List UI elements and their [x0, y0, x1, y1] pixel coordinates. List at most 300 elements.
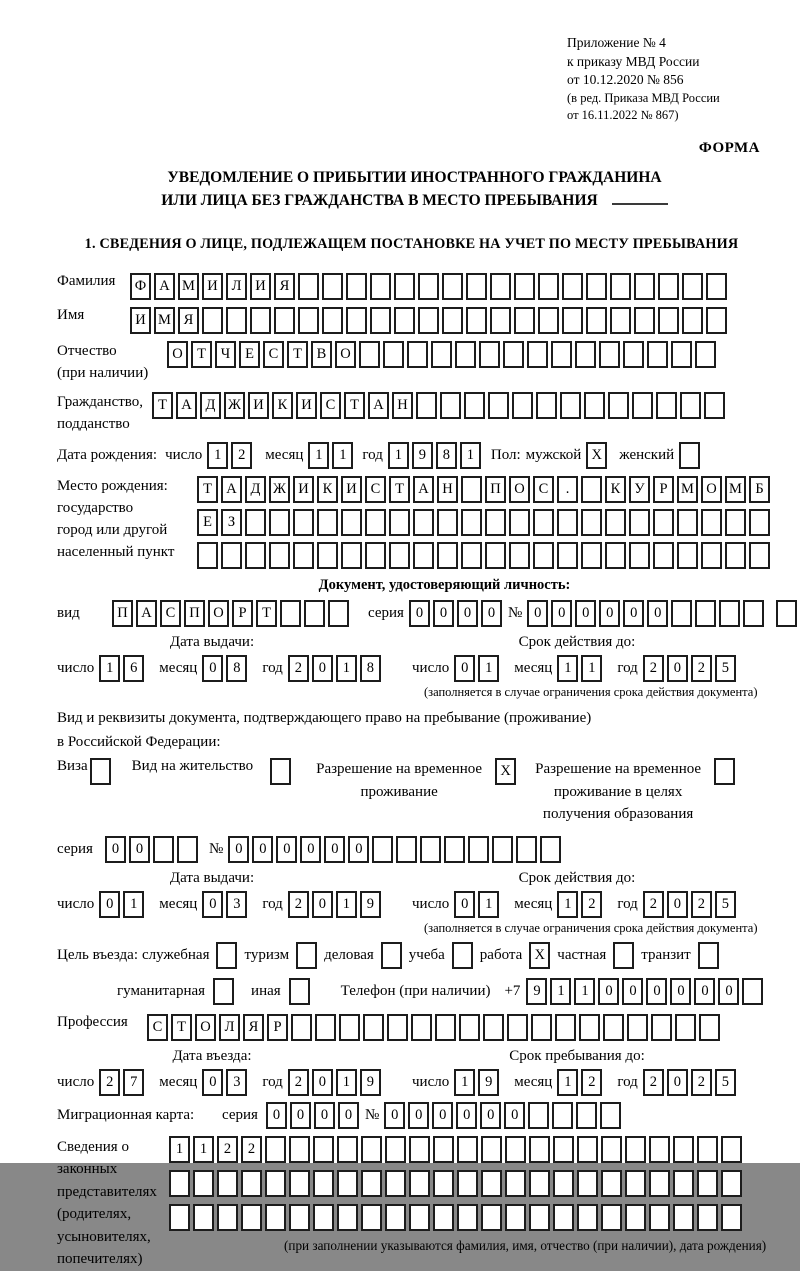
char-box[interactable]: [418, 273, 439, 300]
char-box[interactable]: [697, 1170, 718, 1197]
char-box[interactable]: [464, 392, 485, 419]
char-box[interactable]: 1: [581, 655, 602, 682]
char-box[interactable]: 1: [478, 655, 499, 682]
char-box[interactable]: [673, 1170, 694, 1197]
char-box[interactable]: [250, 307, 271, 334]
char-box[interactable]: 0: [432, 1102, 453, 1129]
char-box[interactable]: А: [368, 392, 389, 419]
char-box[interactable]: [533, 509, 554, 536]
temp-residence-checkbox[interactable]: [495, 758, 519, 785]
char-box[interactable]: [512, 392, 533, 419]
char-box[interactable]: [389, 542, 410, 569]
char-box[interactable]: Ж: [269, 476, 290, 503]
char-box[interactable]: [416, 392, 437, 419]
char-box[interactable]: [551, 341, 572, 368]
char-box[interactable]: [634, 273, 655, 300]
char-box[interactable]: [409, 1204, 430, 1231]
passport-issue-month[interactable]: [202, 655, 250, 682]
patronymic-boxes[interactable]: [167, 341, 719, 368]
char-box[interactable]: [677, 509, 698, 536]
char-box[interactable]: 0: [646, 978, 667, 1005]
char-box[interactable]: [468, 836, 489, 863]
char-box[interactable]: [647, 341, 668, 368]
char-box[interactable]: 0: [623, 600, 644, 627]
char-box[interactable]: [365, 542, 386, 569]
char-box[interactable]: [555, 1014, 576, 1041]
char-box[interactable]: 2: [581, 891, 602, 918]
char-box[interactable]: [634, 307, 655, 334]
legal-line2[interactable]: [169, 1170, 766, 1197]
char-box[interactable]: [442, 307, 463, 334]
char-box[interactable]: [485, 509, 506, 536]
char-box[interactable]: Я: [274, 273, 295, 300]
char-box[interactable]: [341, 509, 362, 536]
char-box[interactable]: [431, 341, 452, 368]
char-box[interactable]: [466, 307, 487, 334]
char-box[interactable]: [721, 1170, 742, 1197]
char-box[interactable]: [217, 1170, 238, 1197]
char-box[interactable]: 2: [691, 655, 712, 682]
char-box[interactable]: 0: [504, 1102, 525, 1129]
char-box[interactable]: [625, 1136, 646, 1163]
char-box[interactable]: [381, 942, 402, 969]
char-box[interactable]: [575, 341, 596, 368]
char-box[interactable]: [193, 1170, 214, 1197]
char-box[interactable]: 0: [527, 600, 548, 627]
char-box[interactable]: [413, 509, 434, 536]
char-box[interactable]: [444, 836, 465, 863]
char-box[interactable]: [577, 1204, 598, 1231]
char-box[interactable]: [490, 273, 511, 300]
char-box[interactable]: [562, 273, 583, 300]
char-box[interactable]: Т: [152, 392, 173, 419]
char-box[interactable]: 0: [312, 1069, 333, 1096]
char-box[interactable]: [226, 307, 247, 334]
char-box[interactable]: [298, 273, 319, 300]
char-box[interactable]: 1: [454, 1069, 475, 1096]
char-box[interactable]: 7: [123, 1069, 144, 1096]
char-box[interactable]: 1: [557, 1069, 578, 1096]
char-box[interactable]: [153, 836, 174, 863]
char-box[interactable]: [313, 1136, 334, 1163]
char-box[interactable]: 1: [169, 1136, 190, 1163]
char-box[interactable]: [485, 542, 506, 569]
char-box[interactable]: П: [184, 600, 205, 627]
stay-month[interactable]: [557, 1069, 605, 1096]
char-box[interactable]: [394, 273, 415, 300]
char-box[interactable]: [370, 307, 391, 334]
char-box[interactable]: [627, 1014, 648, 1041]
char-box[interactable]: 1: [336, 655, 357, 682]
char-box[interactable]: 6: [123, 655, 144, 682]
char-box[interactable]: [749, 542, 770, 569]
char-box[interactable]: [671, 600, 692, 627]
passport-expiry-day[interactable]: [454, 655, 502, 682]
char-box[interactable]: 0: [266, 1102, 287, 1129]
char-box[interactable]: Л: [219, 1014, 240, 1041]
char-box[interactable]: [658, 273, 679, 300]
char-box[interactable]: [671, 341, 692, 368]
char-box[interactable]: [437, 542, 458, 569]
char-box[interactable]: [538, 273, 559, 300]
char-box[interactable]: [492, 836, 513, 863]
char-box[interactable]: [433, 1136, 454, 1163]
birthplace-line2[interactable]: [197, 509, 773, 536]
char-box[interactable]: [385, 1204, 406, 1231]
official-checkbox[interactable]: [216, 942, 240, 969]
char-box[interactable]: О: [167, 341, 188, 368]
char-box[interactable]: [682, 307, 703, 334]
char-box[interactable]: 5: [715, 1069, 736, 1096]
char-box[interactable]: 1: [336, 1069, 357, 1096]
char-box[interactable]: [682, 273, 703, 300]
char-box[interactable]: [90, 758, 111, 785]
char-box[interactable]: [245, 542, 266, 569]
char-box[interactable]: 2: [581, 1069, 602, 1096]
char-box[interactable]: 0: [551, 600, 572, 627]
char-box[interactable]: [337, 1170, 358, 1197]
entry-year[interactable]: [288, 1069, 384, 1096]
permit-expiry-day[interactable]: [454, 891, 502, 918]
char-box[interactable]: [603, 1014, 624, 1041]
char-box[interactable]: [270, 758, 291, 785]
char-box[interactable]: [553, 1204, 574, 1231]
char-box[interactable]: 1: [123, 891, 144, 918]
char-box[interactable]: [538, 307, 559, 334]
char-box[interactable]: 9: [526, 978, 547, 1005]
char-box[interactable]: 1: [207, 442, 228, 469]
char-box[interactable]: [337, 1136, 358, 1163]
char-box[interactable]: 0: [202, 891, 223, 918]
char-box[interactable]: .: [557, 476, 578, 503]
char-box[interactable]: [365, 509, 386, 536]
char-box[interactable]: 1: [193, 1136, 214, 1163]
char-box[interactable]: [581, 542, 602, 569]
char-box[interactable]: 2: [643, 891, 664, 918]
char-box[interactable]: Д: [245, 476, 266, 503]
char-box[interactable]: О: [701, 476, 722, 503]
char-box[interactable]: Б: [749, 476, 770, 503]
humanitarian-checkbox[interactable]: [213, 978, 237, 1005]
char-box[interactable]: 0: [252, 836, 273, 863]
legal-line1[interactable]: [169, 1136, 766, 1163]
sex-female-checkbox[interactable]: [679, 442, 703, 469]
tourism-checkbox[interactable]: [296, 942, 320, 969]
char-box[interactable]: К: [317, 476, 338, 503]
char-box[interactable]: Т: [344, 392, 365, 419]
doc-series-boxes[interactable]: [409, 600, 505, 627]
char-box[interactable]: [459, 1014, 480, 1041]
char-box[interactable]: 0: [290, 1102, 311, 1129]
char-box[interactable]: Д: [200, 392, 221, 419]
char-box[interactable]: 8: [436, 442, 457, 469]
char-box[interactable]: А: [221, 476, 242, 503]
char-box[interactable]: Р: [232, 600, 253, 627]
passport-expiry-month[interactable]: [557, 655, 605, 682]
char-box[interactable]: 0: [457, 600, 478, 627]
char-box[interactable]: 2: [691, 891, 712, 918]
char-box[interactable]: 0: [667, 655, 688, 682]
char-box[interactable]: [455, 341, 476, 368]
char-box[interactable]: 0: [598, 978, 619, 1005]
residence-permit-checkbox[interactable]: [270, 758, 294, 785]
char-box[interactable]: 3: [226, 1069, 247, 1096]
char-box[interactable]: [680, 392, 701, 419]
char-box[interactable]: [322, 273, 343, 300]
char-box[interactable]: [675, 1014, 696, 1041]
char-box[interactable]: [407, 341, 428, 368]
char-box[interactable]: [433, 1204, 454, 1231]
char-box[interactable]: [577, 1136, 598, 1163]
char-box[interactable]: И: [248, 392, 269, 419]
char-box[interactable]: [241, 1204, 262, 1231]
char-box[interactable]: [505, 1170, 526, 1197]
char-box[interactable]: [599, 341, 620, 368]
char-box[interactable]: Ж: [224, 392, 245, 419]
char-box[interactable]: [169, 1204, 190, 1231]
doc-number-boxes[interactable]: [527, 600, 800, 627]
char-box[interactable]: [346, 273, 367, 300]
char-box[interactable]: [339, 1014, 360, 1041]
char-box[interactable]: [576, 1102, 597, 1129]
permit-number-boxes[interactable]: [228, 836, 564, 863]
char-box[interactable]: [341, 542, 362, 569]
char-box[interactable]: [296, 942, 317, 969]
char-box[interactable]: А: [413, 476, 434, 503]
char-box[interactable]: [601, 1204, 622, 1231]
birth-year-boxes[interactable]: [388, 442, 484, 469]
char-box[interactable]: [387, 1014, 408, 1041]
char-box[interactable]: 1: [557, 655, 578, 682]
char-box[interactable]: 0: [454, 891, 475, 918]
char-box[interactable]: [503, 341, 524, 368]
char-box[interactable]: [677, 542, 698, 569]
business-checkbox[interactable]: [381, 942, 405, 969]
char-box[interactable]: 2: [643, 1069, 664, 1096]
char-box[interactable]: 0: [202, 1069, 223, 1096]
char-box[interactable]: [560, 392, 581, 419]
char-box[interactable]: [304, 600, 325, 627]
char-box[interactable]: [317, 542, 338, 569]
passport-issue-day[interactable]: [99, 655, 147, 682]
char-box[interactable]: А: [176, 392, 197, 419]
char-box[interactable]: [531, 1014, 552, 1041]
char-box[interactable]: А: [154, 273, 175, 300]
char-box[interactable]: И: [250, 273, 271, 300]
char-box[interactable]: [749, 509, 770, 536]
phone-boxes[interactable]: [526, 978, 766, 1005]
char-box[interactable]: И: [341, 476, 362, 503]
temp-residence-education-checkbox[interactable]: [714, 758, 738, 785]
char-box[interactable]: 1: [478, 891, 499, 918]
permit-issue-year[interactable]: [288, 891, 384, 918]
char-box[interactable]: [385, 1170, 406, 1197]
char-box[interactable]: [529, 1136, 550, 1163]
char-box[interactable]: 0: [105, 836, 126, 863]
char-box[interactable]: [649, 1170, 670, 1197]
char-box[interactable]: Л: [226, 273, 247, 300]
char-box[interactable]: 0: [575, 600, 596, 627]
char-box[interactable]: 1: [550, 978, 571, 1005]
char-box[interactable]: [269, 509, 290, 536]
char-box[interactable]: [409, 1170, 430, 1197]
char-box[interactable]: 0: [408, 1102, 429, 1129]
char-box[interactable]: [514, 307, 535, 334]
char-box[interactable]: Т: [171, 1014, 192, 1041]
passport-expiry-year[interactable]: [643, 655, 739, 682]
char-box[interactable]: [721, 1136, 742, 1163]
char-box[interactable]: [649, 1136, 670, 1163]
char-box[interactable]: [289, 1204, 310, 1231]
char-box[interactable]: [601, 1170, 622, 1197]
profession-boxes[interactable]: [147, 1014, 723, 1041]
char-box[interactable]: [697, 1204, 718, 1231]
char-box[interactable]: [721, 1204, 742, 1231]
char-box[interactable]: [396, 836, 417, 863]
transit-checkbox[interactable]: [698, 942, 722, 969]
char-box[interactable]: [490, 307, 511, 334]
char-box[interactable]: 1: [332, 442, 353, 469]
char-box[interactable]: [514, 273, 535, 300]
char-box[interactable]: Я: [243, 1014, 264, 1041]
char-box[interactable]: [488, 392, 509, 419]
char-box[interactable]: [581, 476, 602, 503]
char-box[interactable]: М: [178, 273, 199, 300]
char-box[interactable]: [479, 341, 500, 368]
study-checkbox[interactable]: [452, 942, 476, 969]
char-box[interactable]: [420, 836, 441, 863]
char-box[interactable]: 0: [667, 891, 688, 918]
char-box[interactable]: [656, 392, 677, 419]
char-box[interactable]: П: [112, 600, 133, 627]
char-box[interactable]: М: [725, 476, 746, 503]
char-box[interactable]: [586, 273, 607, 300]
char-box[interactable]: [197, 542, 218, 569]
char-box[interactable]: 0: [300, 836, 321, 863]
char-box[interactable]: [315, 1014, 336, 1041]
char-box[interactable]: И: [293, 476, 314, 503]
char-box[interactable]: [291, 1014, 312, 1041]
char-box[interactable]: [625, 1170, 646, 1197]
char-box[interactable]: [725, 509, 746, 536]
char-box[interactable]: Р: [267, 1014, 288, 1041]
char-box[interactable]: [698, 942, 719, 969]
char-box[interactable]: Я: [178, 307, 199, 334]
char-box[interactable]: [629, 542, 650, 569]
char-box[interactable]: 1: [460, 442, 481, 469]
char-box[interactable]: [457, 1136, 478, 1163]
char-box[interactable]: [697, 1136, 718, 1163]
char-box[interactable]: 0: [276, 836, 297, 863]
private-checkbox[interactable]: [613, 942, 637, 969]
char-box[interactable]: [274, 307, 295, 334]
char-box[interactable]: [553, 1136, 574, 1163]
char-box[interactable]: [221, 542, 242, 569]
char-box[interactable]: [481, 1204, 502, 1231]
char-box[interactable]: О: [335, 341, 356, 368]
permit-expiry-month[interactable]: [557, 891, 605, 918]
char-box[interactable]: Е: [239, 341, 260, 368]
char-box[interactable]: 0: [312, 655, 333, 682]
char-box[interactable]: [528, 1102, 549, 1129]
char-box[interactable]: А: [136, 600, 157, 627]
char-box[interactable]: [701, 509, 722, 536]
char-box[interactable]: [601, 1136, 622, 1163]
doc-type-boxes[interactable]: [112, 600, 352, 627]
char-box[interactable]: [265, 1204, 286, 1231]
char-box[interactable]: [466, 273, 487, 300]
char-box[interactable]: 2: [288, 655, 309, 682]
char-box[interactable]: О: [509, 476, 530, 503]
char-box[interactable]: 9: [360, 1069, 381, 1096]
permit-issue-month[interactable]: [202, 891, 250, 918]
char-box[interactable]: [610, 307, 631, 334]
char-box[interactable]: [265, 1170, 286, 1197]
char-box[interactable]: 0: [694, 978, 715, 1005]
visa-checkbox[interactable]: [90, 758, 114, 785]
char-box[interactable]: [461, 542, 482, 569]
char-box[interactable]: [363, 1014, 384, 1041]
char-box[interactable]: [442, 273, 463, 300]
char-box[interactable]: [553, 1170, 574, 1197]
char-box[interactable]: [389, 509, 410, 536]
char-box[interactable]: [536, 392, 557, 419]
char-box[interactable]: [193, 1204, 214, 1231]
char-box[interactable]: [706, 273, 727, 300]
char-box[interactable]: 0: [647, 600, 668, 627]
work-checkbox[interactable]: [529, 942, 553, 969]
char-box[interactable]: [413, 542, 434, 569]
char-box[interactable]: [289, 978, 310, 1005]
char-box[interactable]: [452, 942, 473, 969]
char-box[interactable]: [579, 1014, 600, 1041]
char-box[interactable]: 2: [288, 891, 309, 918]
char-box[interactable]: [481, 1136, 502, 1163]
char-box[interactable]: [516, 836, 537, 863]
char-box[interactable]: 0: [670, 978, 691, 1005]
char-box[interactable]: [557, 542, 578, 569]
char-box[interactable]: [742, 978, 763, 1005]
char-box[interactable]: [177, 836, 198, 863]
char-box[interactable]: 2: [217, 1136, 238, 1163]
migration-series-boxes[interactable]: [266, 1102, 362, 1129]
char-box[interactable]: 0: [622, 978, 643, 1005]
char-box[interactable]: [418, 307, 439, 334]
char-box[interactable]: В: [311, 341, 332, 368]
char-box[interactable]: 0: [202, 655, 223, 682]
char-box[interactable]: [529, 1204, 550, 1231]
char-box[interactable]: 1: [574, 978, 595, 1005]
char-box[interactable]: [673, 1136, 694, 1163]
char-box[interactable]: Н: [437, 476, 458, 503]
char-box[interactable]: 9: [478, 1069, 499, 1096]
char-box[interactable]: [370, 273, 391, 300]
char-box[interactable]: 2: [241, 1136, 262, 1163]
char-box[interactable]: 0: [338, 1102, 359, 1129]
char-box[interactable]: [298, 307, 319, 334]
char-box[interactable]: [411, 1014, 432, 1041]
char-box[interactable]: [699, 1014, 720, 1041]
char-box[interactable]: [629, 509, 650, 536]
char-box[interactable]: 0: [129, 836, 150, 863]
char-box[interactable]: И: [130, 307, 151, 334]
char-box[interactable]: 1: [388, 442, 409, 469]
char-box[interactable]: [527, 341, 548, 368]
stay-day[interactable]: [454, 1069, 502, 1096]
char-box[interactable]: [540, 836, 561, 863]
char-box[interactable]: 0: [481, 600, 502, 627]
char-box[interactable]: [245, 509, 266, 536]
